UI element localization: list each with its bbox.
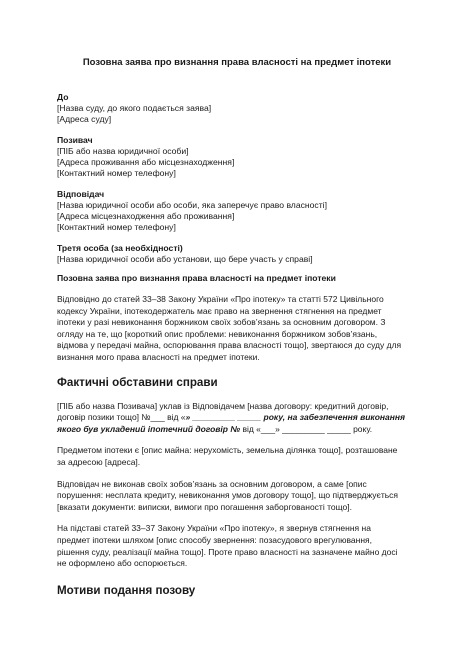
facts-p3-line-3: [вказати документи: виписки, вимоги про погашення заборгованості тощо]. — [57, 501, 352, 512]
plaintiff-name-line: [ПІБ або назва юридичної особи] — [57, 146, 189, 156]
claim-line-1: Відповідно до статей 33–38 Закону України «Про іпотеку» та статті 572 Цивільного — [57, 294, 384, 304]
court-name-line: [Назва суду, до якого подається заява] — [57, 103, 212, 113]
third-party-name-line: [Назва юридичної особи або установи, що бере участь у справі] — [57, 254, 313, 264]
addressee-section — [57, 92, 417, 125]
facts-p2-line-2: за адресою [адреса]. — [57, 456, 141, 467]
claim-line-4: огляду на те, що [короткий опис проблеми: невиконання боржником зобов’язань, — [57, 328, 378, 339]
facts-p1-line-2 — [57, 412, 417, 424]
facts-paragraph-3 — [57, 479, 417, 514]
facts-p3-line-1: Відповідач не виконав своїх зобов’язань за основним договором, а саме [опис — [57, 478, 367, 489]
facts-p4-line-4: не оформлено або оспорюється. — [57, 558, 188, 569]
claim-heading: Позовна заява про визнання права власності на предмет іпотеки — [57, 273, 336, 283]
plaintiff-heading: Позивач — [57, 135, 93, 145]
facts-paragraph-4 — [57, 523, 417, 569]
facts-p1-line-3 — [57, 424, 417, 436]
defendant-name-line: [Назва юридичної особи або особи, яка заперечує право власності] — [57, 200, 327, 210]
facts-p2-line-1: Предметом іпотеки є [опис майна: нерухомість, земельна ділянка тощо], розташоване — [57, 445, 398, 456]
facts-heading: Фактичні обставини справи — [57, 375, 218, 389]
plaintiff-address-line: [Адреса проживання або місцезнаходження] — [57, 157, 235, 167]
defendant-address-line: [Адреса місцезнаходження або проживання] — [57, 211, 235, 221]
facts-p4-line-1: На підставі статей 33–37 Закону України «Про іпотеку», я звернув стягнення на — [57, 523, 371, 534]
defendant-phone-line: [Контактний номер телефону] — [57, 222, 176, 232]
claim-paragraph — [57, 294, 417, 364]
third-party-heading: Третя особа (за необхідності) — [57, 243, 183, 253]
facts-p4-line-2: предмет іпотеки шляхом [опис способу звернення: позасудового врегулювання, — [57, 534, 373, 545]
claim-section — [57, 273, 417, 364]
third-party-section — [57, 243, 417, 265]
defendant-section — [57, 189, 417, 233]
court-address-line: [Адреса суду] — [57, 114, 112, 124]
document-body — [57, 92, 417, 598]
facts-section — [57, 376, 417, 570]
motives-section — [57, 584, 417, 598]
facts-p1-line-2-plain: договір позики тощо] №___ від « — [57, 412, 186, 423]
facts-paragraph-1 — [57, 401, 417, 436]
facts-paragraph-2 — [57, 445, 417, 468]
facts-p1-line-1: [ПІБ або назва Позивача] уклав із Відповідачем [назва договору: кредитний договір, — [57, 400, 389, 411]
claim-line-6: визнання мого права власності на предмет іпотеки. — [57, 351, 260, 362]
claim-line-5: відмова у передачі майна, оспорювання права власності тощо], звертаюся до суду для — [57, 340, 402, 351]
addressee-heading: До — [57, 92, 69, 102]
defendant-heading: Відповідач — [57, 189, 105, 199]
facts-p1-line-3-plain: від «___» _________ _____ року. — [240, 423, 373, 434]
document-title: Позовна заява про визнання права власності на предмет іпотеки — [82, 57, 392, 68]
motives-heading: Мотиви подання позову — [57, 583, 196, 597]
claim-line-2: кодексу України, іпотекодержатель має право на звернення стягнення на предмет — [57, 305, 382, 316]
plaintiff-phone-line: [Контактний номер телефону] — [57, 168, 176, 178]
plaintiff-section — [57, 135, 417, 179]
facts-p3-line-2: порушення: несплата кредиту, невиконання умов договору тощо], що підтверджується — [57, 490, 399, 501]
facts-p1-line-3-emphasis: якого був укладений іпотечний договір № — [57, 423, 241, 434]
facts-p1-line-2-emphasis: » _________ _____ року, на забезпечення виконання — [185, 412, 406, 423]
facts-p4-line-3: рішення суду, реалізації майна тощо]. Проте право власності на зазначене майно досі — [57, 546, 398, 557]
claim-line-3: іпотеки у разі невиконання боржником своїх зобов’язань за основним договором. З — [57, 317, 386, 328]
